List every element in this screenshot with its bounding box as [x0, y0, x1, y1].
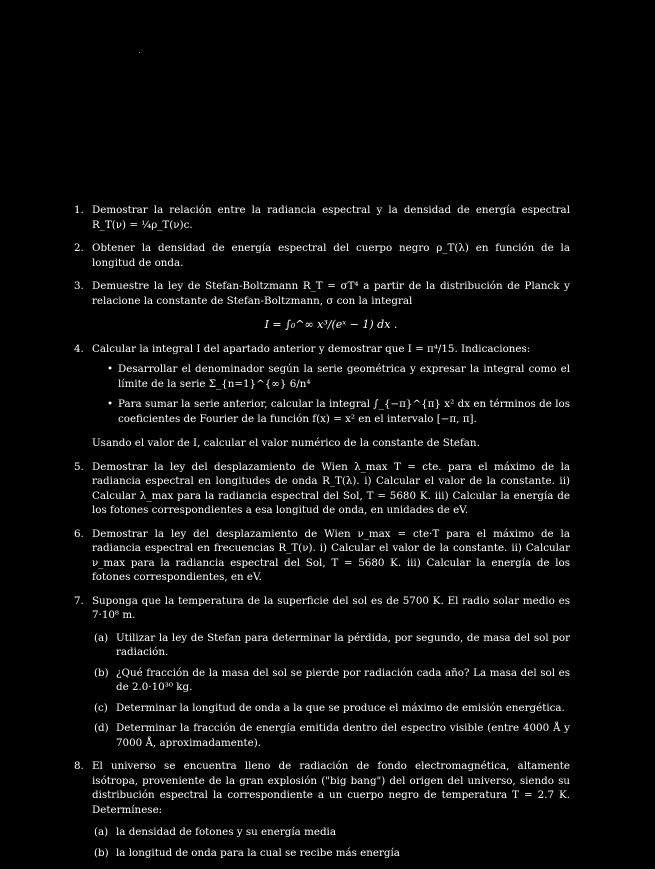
- problem-text: Obtener la densidad de energía espectral del cuerpo negro ρ_T(λ) en función de la longitud de onda.: [92, 242, 570, 269]
- subquestion: [94, 721, 570, 750]
- speck: [139, 52, 140, 53]
- problem-text: Calcular la integral I del apartado anterior y demostrar que I = π⁴/15. Indicaciones:: [92, 342, 531, 355]
- problem-number: 1.: [74, 204, 84, 216]
- problem-text: Demostrar la ley del desplazamiento de Wien ν_max = cte·T para el máximo de la radiancia espectral en frecuencias R_T(ν). i) Calcular el valor de la constante. ii) Calcular ν_max para la radiancia espectral del Sol, T = 5680 K. iii) Calcular la energía de los fotones correspondientes, en eV.: [92, 527, 570, 583]
- problem-text: Demostrar la ley del desplazamiento de Wien λ_max T = cte. para el máximo de la radiancia espectral en longitudes de onda R_T(λ). i) Calcular el valor de la constante. ii) Calcular λ_max para la radiancia espectral del Sol, T = 5680 K. iii) Calcular la energía de los fotones correspondientes a esa longitud de onda, en unidades de eV.: [92, 460, 570, 516]
- problem-text: Demuestre la ley de Stefan-Boltzmann R_T = σT⁴ a partir de la distribución de Planck y relacione la constante de Stefan-Boltzmann, σ con la integral: [92, 280, 570, 307]
- problem-text: El universo se encuentra lleno de radiación de fondo electromagnética, altamente isótropa, proveniente de la gran explosión ("big bang") del origen del universo, siendo su distribución espectral la correspondiente a un cuerpo negro de temperatura T = 2.7 K. Determínese:: [92, 760, 570, 816]
- subquestion-label: (b): [94, 846, 109, 859]
- problem-text: Suponga que la temperatura de la superficie del sol es de 5700 K. El radio solar medio es 7·10⁸ m.: [92, 594, 570, 621]
- subquestion-label: (c): [94, 701, 108, 714]
- problem-8: [74, 759, 570, 860]
- subquestion: [94, 666, 570, 695]
- problem-3: [74, 279, 570, 333]
- problem-number: 4.: [74, 342, 84, 355]
- problem-number: 3.: [74, 280, 84, 292]
- subquestion-text: Determinar la fracción de energía emitida dentro del espectro visible (entre 4000 Å y 7000 Å, aproximadamente).: [116, 722, 570, 749]
- hint-item: • Desarrollar el denominador según la serie geométrica y expresar la integral como el límite de la serie Σ_{n=1}^{∞} 6/n⁴: [118, 362, 570, 391]
- problem-list: [74, 203, 570, 869]
- problem-number: 7.: [74, 594, 84, 607]
- subquestion-label: (a): [94, 631, 109, 644]
- problem-text: Demostrar la relación entre la radiancia espectral y la densidad de energía espectral R_T(ν) = ¼ρ_T(ν)c.: [92, 204, 570, 231]
- subquestion-text: ¿Qué fracción de la masa del sol se pierde por radiación cada año? La masa del sol es de 2.0·10³⁰ kg.: [116, 666, 570, 693]
- problem-number: 8.: [74, 760, 84, 772]
- hint-item: • Para sumar la serie anterior, calcular la integral ∫_{−π}^{π} x² dx en términos de los coeficientes de Fourier de la función f(x) = x² en el intervalo [−π, π].: [118, 397, 570, 426]
- subquestion-label: (b): [94, 666, 109, 679]
- subquestion-text: Determinar la longitud de onda a la que se produce el máximo de emisión energética.: [116, 701, 565, 714]
- subquestion-text: la densidad de fotones y su energía media: [116, 826, 336, 838]
- subquestion-text: la longitud de onda para la cual se recibe más energía: [116, 846, 400, 859]
- subquestion-list: [92, 631, 570, 751]
- hint-list: [92, 362, 570, 426]
- problem-note: Usando el valor de I, calcular el valor numérico de la constante de Stefan.: [92, 437, 480, 449]
- subquestion: [94, 701, 570, 716]
- subquestion-label: (d): [94, 722, 109, 734]
- problem-6: [74, 527, 570, 585]
- problem-number: 5.: [74, 460, 84, 473]
- problem-number: 2.: [74, 242, 84, 254]
- subquestion-list: [92, 825, 570, 860]
- subquestion: [94, 825, 570, 840]
- problem-number: 6.: [74, 527, 84, 540]
- subquestion: [94, 631, 570, 660]
- subquestion-label: (a): [94, 826, 109, 838]
- problem-2: [74, 241, 570, 270]
- problem-1: [74, 203, 570, 232]
- problem-7: [74, 594, 570, 751]
- problem-4: [74, 342, 570, 451]
- subquestion-text: Utilizar la ley de Stefan para determinar la pérdida, por segundo, de masa del sol por radiación.: [116, 631, 570, 658]
- integral-equation: I = ∫₀^∞ x³/(eˣ − 1) dx .: [264, 318, 398, 331]
- problem-5: [74, 460, 570, 518]
